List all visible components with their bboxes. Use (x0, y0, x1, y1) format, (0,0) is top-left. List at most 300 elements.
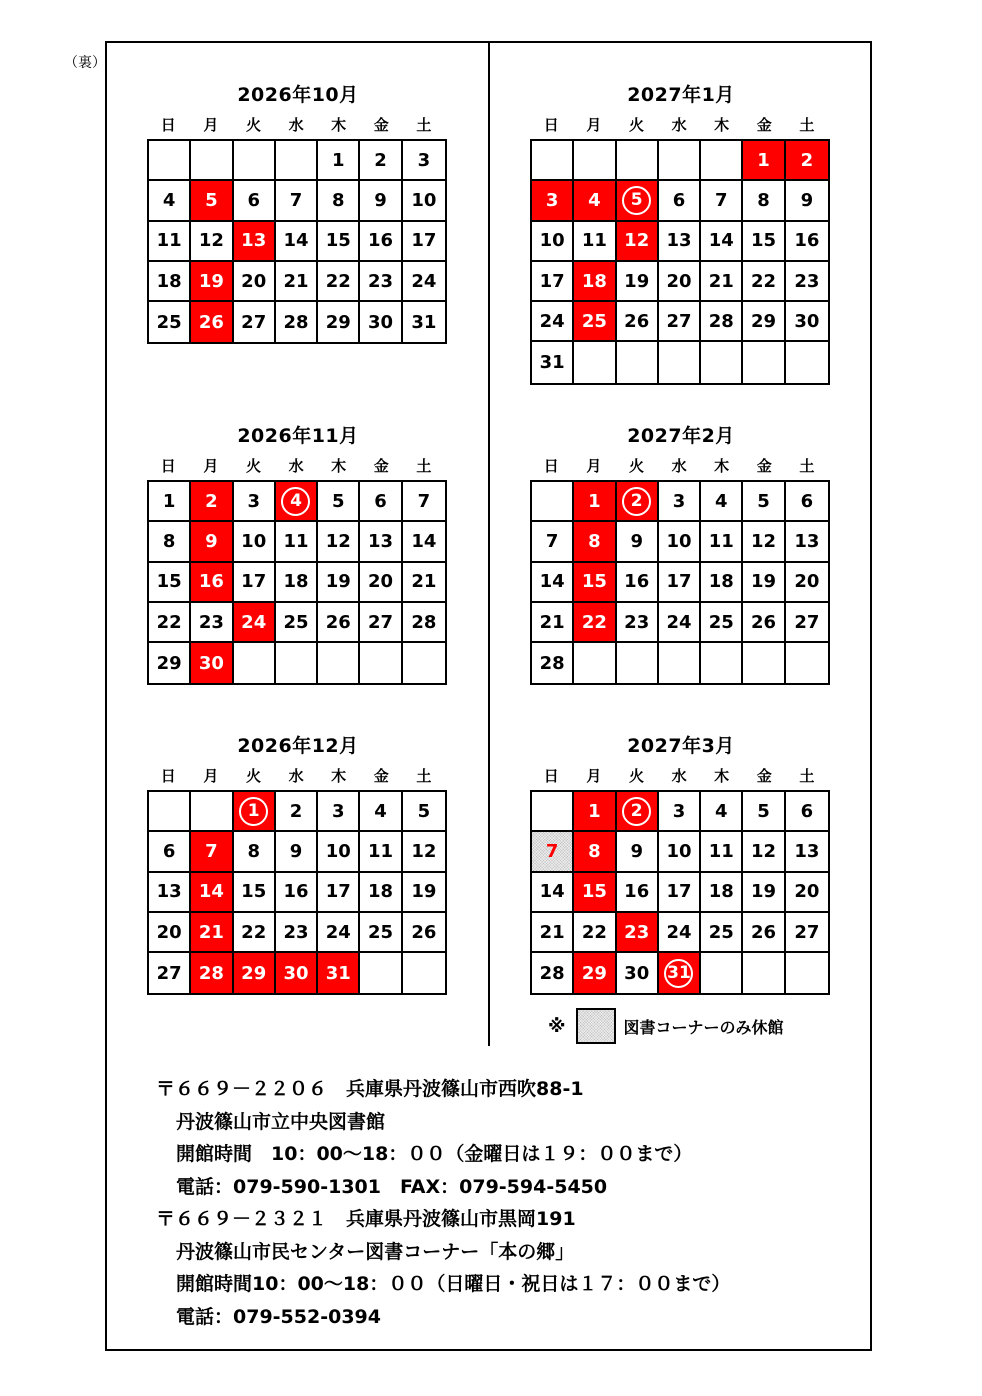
month-grid (530, 480, 830, 685)
day-number: 8 (588, 530, 601, 552)
day-cell (659, 181, 701, 221)
day-number: 14 (411, 530, 437, 552)
day-cell (743, 792, 785, 832)
weekday-label: 月 (586, 767, 602, 785)
day-cell (276, 262, 318, 302)
honnosato-contact: 電話：079-552-0394 (176, 1305, 381, 1328)
day-cell (701, 482, 743, 522)
day-number: 19 (751, 881, 777, 903)
weekday-label: 月 (586, 457, 602, 475)
day-cell (743, 181, 785, 221)
empty-cell (743, 342, 785, 382)
empty-cell (743, 953, 785, 993)
day-cell (701, 522, 743, 562)
day-number: 28 (283, 311, 309, 333)
calendar-feb-2027 (530, 422, 832, 685)
day-cell (617, 262, 659, 302)
day-number: 23 (624, 921, 650, 943)
empty-cell (574, 643, 616, 683)
day-cell (276, 181, 318, 221)
day-number: 14 (283, 230, 309, 252)
day-cell (360, 792, 402, 832)
day-cell (786, 873, 828, 913)
weekday-label: 日 (160, 116, 176, 134)
day-cell (403, 603, 445, 643)
weekday-label: 水 (671, 457, 687, 475)
day-number: 15 (581, 881, 607, 903)
month-title: 2026年10月 (237, 84, 359, 106)
weekday-label: 金 (756, 457, 772, 475)
day-number: 11 (708, 840, 734, 862)
day-cell (403, 302, 445, 342)
month-title: 2027年2月 (627, 425, 735, 447)
empty-cell (617, 342, 659, 382)
day-cell (276, 913, 318, 953)
day-number: 10 (241, 530, 267, 552)
weekday-label: 月 (203, 767, 219, 785)
weekday-header (147, 456, 449, 480)
day-cell (276, 563, 318, 603)
day-number: 27 (794, 611, 820, 633)
day-cell (149, 832, 191, 872)
weekday-label: 金 (373, 116, 389, 134)
day-number: 1 (332, 149, 345, 171)
page-side-label: （裏） (64, 55, 106, 71)
day-cell (318, 913, 360, 953)
closed-day-cell (617, 913, 659, 953)
day-number: 21 (539, 611, 565, 633)
empty-cell (617, 141, 659, 181)
day-cell (149, 522, 191, 562)
day-number: 13 (241, 230, 267, 252)
weekday-header (147, 115, 449, 139)
day-number: 1 (757, 149, 770, 171)
central-library-hours: 開館時間 10：00～18：００（金曜日は１９：００まで） (176, 1143, 693, 1165)
weekday-label: 木 (331, 457, 347, 475)
day-number: 1 (588, 490, 601, 512)
empty-cell (532, 482, 574, 522)
weekday-label: 水 (288, 457, 304, 475)
day-number: 31 (411, 311, 437, 333)
empty-cell (403, 643, 445, 683)
empty-cell (701, 643, 743, 683)
day-number: 31 (664, 959, 693, 988)
day-cell (360, 222, 402, 262)
month-grid (147, 139, 447, 344)
day-cell (574, 913, 616, 953)
day-cell (743, 873, 785, 913)
day-number: 17 (241, 571, 267, 593)
day-number: 21 (411, 571, 437, 593)
day-cell (701, 792, 743, 832)
day-cell (532, 342, 574, 382)
day-number: 6 (800, 490, 814, 512)
day-number: 16 (624, 571, 650, 593)
day-number: 7 (545, 530, 559, 552)
weekday-header (530, 115, 832, 139)
day-cell (701, 563, 743, 603)
month-grid (530, 790, 830, 995)
weekday-label: 木 (714, 457, 730, 475)
weekday-label: 月 (203, 457, 219, 475)
day-cell (234, 181, 276, 221)
closed-day-cell (191, 302, 233, 342)
weekday-label: 火 (245, 116, 261, 134)
month-grid (530, 139, 830, 385)
day-number: 31 (325, 962, 351, 984)
day-number: 2 (622, 797, 651, 826)
day-number: 23 (198, 611, 224, 633)
empty-cell (234, 643, 276, 683)
weekday-label: 木 (331, 116, 347, 134)
day-cell (149, 603, 191, 643)
empty-cell (701, 141, 743, 181)
closed-day-cell (617, 222, 659, 262)
day-number: 22 (581, 611, 607, 633)
day-cell (318, 832, 360, 872)
closed-day-cell (191, 873, 233, 913)
day-cell (743, 913, 785, 953)
empty-cell (786, 342, 828, 382)
day-number: 18 (581, 270, 607, 292)
day-number: 31 (539, 352, 565, 374)
weekday-label: 土 (416, 116, 432, 134)
day-number: 11 (581, 230, 607, 252)
day-cell (318, 792, 360, 832)
day-number: 29 (241, 962, 267, 984)
closed-day-cell (318, 953, 360, 993)
day-cell (786, 792, 828, 832)
day-number: 19 (624, 270, 650, 292)
weekday-label: 火 (628, 116, 644, 134)
day-cell (743, 482, 785, 522)
calendar-oct-2026 (147, 81, 449, 344)
weekday-label: 金 (373, 457, 389, 475)
day-number: 17 (666, 571, 692, 593)
day-number: 4 (715, 490, 728, 512)
day-number: 11 (708, 530, 734, 552)
weekday-label: 火 (628, 767, 644, 785)
day-cell (701, 262, 743, 302)
day-number: 7 (205, 840, 218, 862)
weekday-label: 日 (160, 457, 176, 475)
closed-day-cell (276, 953, 318, 993)
day-cell (234, 563, 276, 603)
day-cell (786, 832, 828, 872)
day-number: 17 (539, 270, 565, 292)
day-cell (318, 873, 360, 913)
weekday-label: 月 (203, 116, 219, 134)
day-cell (276, 832, 318, 872)
day-cell (149, 262, 191, 302)
month-title: 2027年1月 (627, 84, 735, 106)
day-number: 24 (539, 310, 565, 332)
empty-cell (743, 643, 785, 683)
closed-day-cell (574, 873, 616, 913)
day-number: 5 (757, 490, 770, 512)
legend-label: 図書コーナーのみ休館 (623, 1017, 784, 1037)
central-library-address: 〒６６９－２２０６ 兵庫県丹波篠山市西吹88-1 (156, 1078, 584, 1100)
day-cell (743, 222, 785, 262)
day-cell (403, 222, 445, 262)
day-cell (318, 563, 360, 603)
closed-day-cell (574, 563, 616, 603)
day-number: 5 (205, 189, 218, 211)
day-number: 6 (247, 189, 260, 211)
day-cell (403, 482, 445, 522)
day-cell (276, 302, 318, 342)
day-cell (532, 522, 574, 562)
day-number: 14 (708, 230, 734, 252)
day-cell (360, 181, 402, 221)
day-number: 24 (666, 921, 692, 943)
day-cell (701, 913, 743, 953)
day-number: 29 (156, 652, 182, 674)
weekday-label: 日 (543, 116, 559, 134)
day-cell (659, 873, 701, 913)
closed-day-cell (234, 603, 276, 643)
closed-day-cell (234, 222, 276, 262)
day-cell (318, 262, 360, 302)
day-number: 4 (281, 487, 310, 516)
day-number: 12 (198, 230, 224, 252)
empty-cell (701, 342, 743, 382)
day-cell (403, 873, 445, 913)
closed-day-cell (191, 482, 233, 522)
day-cell (743, 262, 785, 302)
closed-day-cell (191, 522, 233, 562)
empty-cell (360, 953, 402, 993)
day-cell (786, 262, 828, 302)
empty-cell (149, 141, 191, 181)
day-number: 20 (794, 881, 820, 903)
weekday-label: 金 (373, 767, 389, 785)
day-cell (360, 262, 402, 302)
day-cell (617, 603, 659, 643)
day-number: 8 (162, 530, 176, 552)
empty-cell (532, 792, 574, 832)
day-cell (318, 522, 360, 562)
day-number: 30 (368, 311, 394, 333)
day-number: 15 (581, 571, 607, 593)
day-number: 2 (622, 487, 651, 516)
central-library-name: 丹波篠山市立中央図書館 (176, 1110, 386, 1133)
day-number: 29 (325, 311, 351, 333)
hatched-swatch-icon (576, 1008, 616, 1044)
day-cell (149, 563, 191, 603)
day-number: 20 (241, 270, 267, 292)
day-number: 16 (283, 881, 309, 903)
day-cell (234, 832, 276, 872)
day-number: 6 (672, 189, 686, 211)
honnosato-hours: 開館時間10：00～18：００（日曜日・祝日は１７：００まで） (176, 1273, 731, 1295)
empty-cell (318, 643, 360, 683)
day-number: 9 (205, 530, 218, 552)
day-cell (149, 953, 191, 993)
empty-cell (276, 643, 318, 683)
day-cell (532, 563, 574, 603)
day-number: 8 (757, 189, 770, 211)
day-cell (149, 482, 191, 522)
day-cell (360, 302, 402, 342)
day-number: 22 (156, 611, 182, 633)
day-cell (403, 913, 445, 953)
day-cell (149, 643, 191, 683)
empty-cell (276, 141, 318, 181)
library-info (156, 1073, 730, 1333)
empty-cell (360, 643, 402, 683)
day-number: 26 (751, 611, 777, 633)
day-number: 27 (368, 611, 394, 633)
day-number: 9 (289, 840, 303, 862)
day-cell (786, 222, 828, 262)
day-cell (574, 222, 616, 262)
day-number: 23 (368, 270, 394, 292)
day-number: 12 (325, 530, 351, 552)
day-cell (659, 792, 701, 832)
empty-cell (191, 141, 233, 181)
day-cell (234, 262, 276, 302)
day-number: 3 (672, 800, 686, 822)
day-cell (318, 603, 360, 643)
day-number: 25 (708, 611, 734, 633)
empty-cell (574, 342, 616, 382)
day-number: 29 (581, 962, 607, 984)
day-number: 12 (751, 840, 777, 862)
day-cell (318, 482, 360, 522)
day-cell (234, 873, 276, 913)
day-number: 27 (794, 921, 820, 943)
day-number: 28 (539, 962, 565, 984)
day-cell (403, 792, 445, 832)
month-title: 2026年12月 (237, 735, 359, 757)
day-number: 2 (374, 149, 387, 171)
day-cell (276, 522, 318, 562)
day-cell (234, 482, 276, 522)
empty-cell (659, 141, 701, 181)
day-cell (617, 832, 659, 872)
weekday-label: 火 (245, 767, 261, 785)
day-cell (659, 832, 701, 872)
day-number: 11 (368, 840, 394, 862)
day-cell (659, 563, 701, 603)
day-cell (659, 302, 701, 342)
day-number: 15 (241, 881, 267, 903)
weekday-label: 水 (288, 767, 304, 785)
day-number: 17 (325, 881, 351, 903)
circled-closed-day-cell (234, 792, 276, 832)
day-cell (403, 262, 445, 302)
day-cell (617, 563, 659, 603)
day-number: 19 (411, 881, 437, 903)
day-cell (659, 222, 701, 262)
day-cell (701, 222, 743, 262)
central-library-contact: 電話：079-590-1301 FAX：079-594-5450 (176, 1175, 608, 1198)
day-cell (532, 913, 574, 953)
empty-cell (149, 792, 191, 832)
calendar-nov-2026 (147, 422, 449, 685)
weekday-label: 土 (799, 116, 815, 134)
day-number: 5 (417, 800, 431, 822)
day-cell (701, 181, 743, 221)
day-number: 11 (283, 530, 309, 552)
day-number: 3 (672, 490, 686, 512)
day-number: 16 (794, 230, 820, 252)
day-number: 13 (794, 840, 820, 862)
day-cell (360, 563, 402, 603)
day-number: 2 (289, 800, 303, 822)
day-cell (403, 181, 445, 221)
day-number: 26 (624, 310, 650, 332)
day-cell (532, 222, 574, 262)
weekday-label: 土 (799, 767, 815, 785)
weekday-label: 土 (799, 457, 815, 475)
day-number: 24 (241, 611, 267, 633)
closed-day-cell (574, 953, 616, 993)
day-number: 10 (411, 189, 437, 211)
closed-day-cell (191, 953, 233, 993)
day-number: 4 (715, 800, 728, 822)
day-cell (617, 302, 659, 342)
day-number: 13 (794, 530, 820, 552)
day-cell (701, 603, 743, 643)
day-number: 21 (539, 921, 565, 943)
day-cell (617, 522, 659, 562)
day-number: 30 (283, 962, 309, 984)
day-cell (149, 873, 191, 913)
day-number: 15 (156, 571, 182, 593)
weekday-label: 木 (714, 767, 730, 785)
day-number: 10 (666, 530, 692, 552)
day-number: 30 (624, 962, 650, 984)
day-number: 25 (708, 921, 734, 943)
empty-cell (574, 141, 616, 181)
day-number: 7 (417, 490, 431, 512)
day-number: 7 (289, 189, 303, 211)
circled-closed-day-cell (617, 181, 659, 221)
day-cell (234, 522, 276, 562)
day-cell (786, 482, 828, 522)
closed-day-cell (574, 603, 616, 643)
day-number: 28 (708, 310, 734, 332)
month-title: 2027年3月 (627, 735, 735, 757)
month-title: 2026年11月 (237, 425, 359, 447)
day-cell (234, 302, 276, 342)
day-cell (403, 522, 445, 562)
day-number: 27 (666, 310, 692, 332)
day-number: 2 (800, 149, 814, 171)
closed-day-cell (574, 832, 616, 872)
day-number: 21 (198, 921, 224, 943)
day-number: 18 (283, 571, 309, 593)
day-cell (360, 522, 402, 562)
day-cell (276, 792, 318, 832)
weekday-label: 火 (628, 457, 644, 475)
day-cell (743, 302, 785, 342)
day-number: 18 (708, 881, 734, 903)
day-cell (786, 302, 828, 342)
weekday-header (147, 766, 449, 790)
empty-cell (617, 643, 659, 683)
day-number: 9 (374, 189, 387, 211)
day-cell (276, 873, 318, 913)
day-number: 24 (666, 611, 692, 633)
day-number: 25 (283, 611, 309, 633)
day-cell (532, 643, 574, 683)
day-cell (149, 181, 191, 221)
day-cell (149, 913, 191, 953)
day-number: 28 (411, 611, 437, 633)
